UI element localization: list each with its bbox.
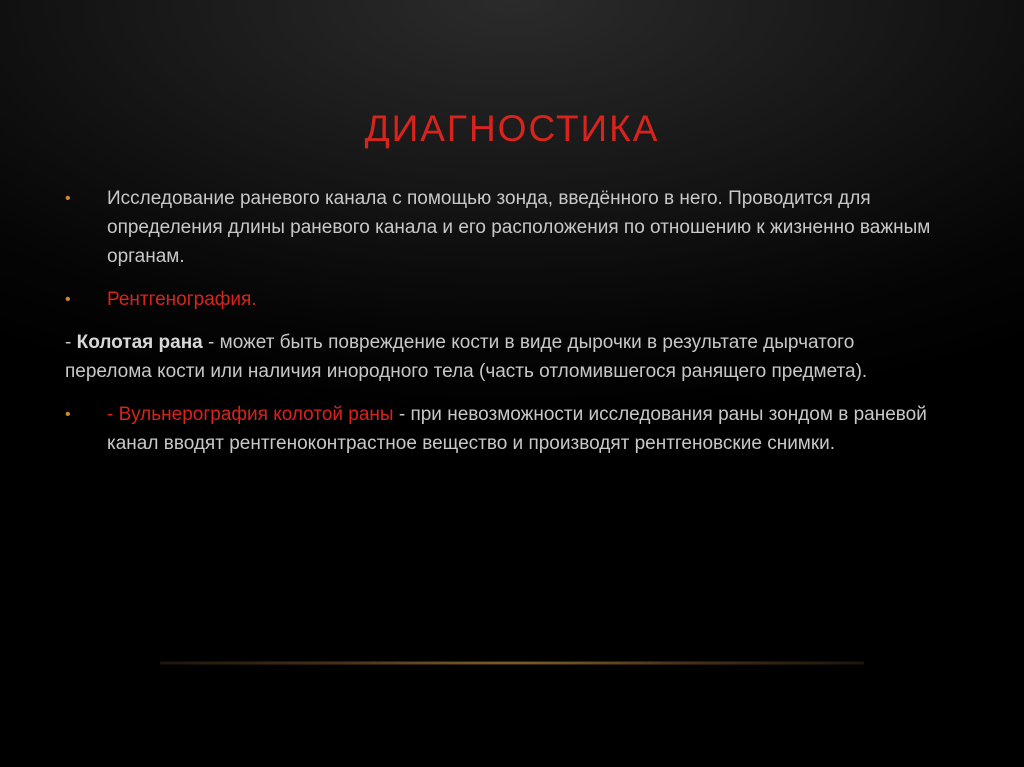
list-item xyxy=(65,400,945,458)
slide-title: ДИАГНОСТИКА xyxy=(364,108,660,149)
paragraph-text: - может быть повреждение кости в виде дырочки в результате дырчатого перелома кости или наличия инородного тела (часть отломившегося ранящего предмета). xyxy=(65,332,868,382)
bullet-icon: • xyxy=(65,190,71,207)
list-item xyxy=(65,184,945,271)
item-text-highlight: Рентгенография. xyxy=(107,289,257,310)
item-text-highlight: - Вульнерография колотой раны xyxy=(107,404,394,425)
item-text xyxy=(107,400,945,458)
item-text-rest: - при невозможности исследования раны зондом в раневой канал вводят рентгеноконтрастное вещество и производят рентгеновские снимки. xyxy=(107,404,927,454)
paragraph-prefix: - xyxy=(65,332,77,353)
paragraph xyxy=(65,328,945,386)
slide-content xyxy=(65,184,945,472)
item-text: Исследование раневого канала с помощью зонда, введённого в него. Проводится для определения длины раневого канала и его расположения по отношению к жизненно важным органам. xyxy=(107,188,931,267)
bullet-icon: • xyxy=(65,291,71,308)
paragraph-bold-term: Колотая рана xyxy=(76,332,203,353)
footer-divider xyxy=(160,661,864,665)
bullet-icon: • xyxy=(65,406,71,423)
list-item xyxy=(65,285,945,314)
